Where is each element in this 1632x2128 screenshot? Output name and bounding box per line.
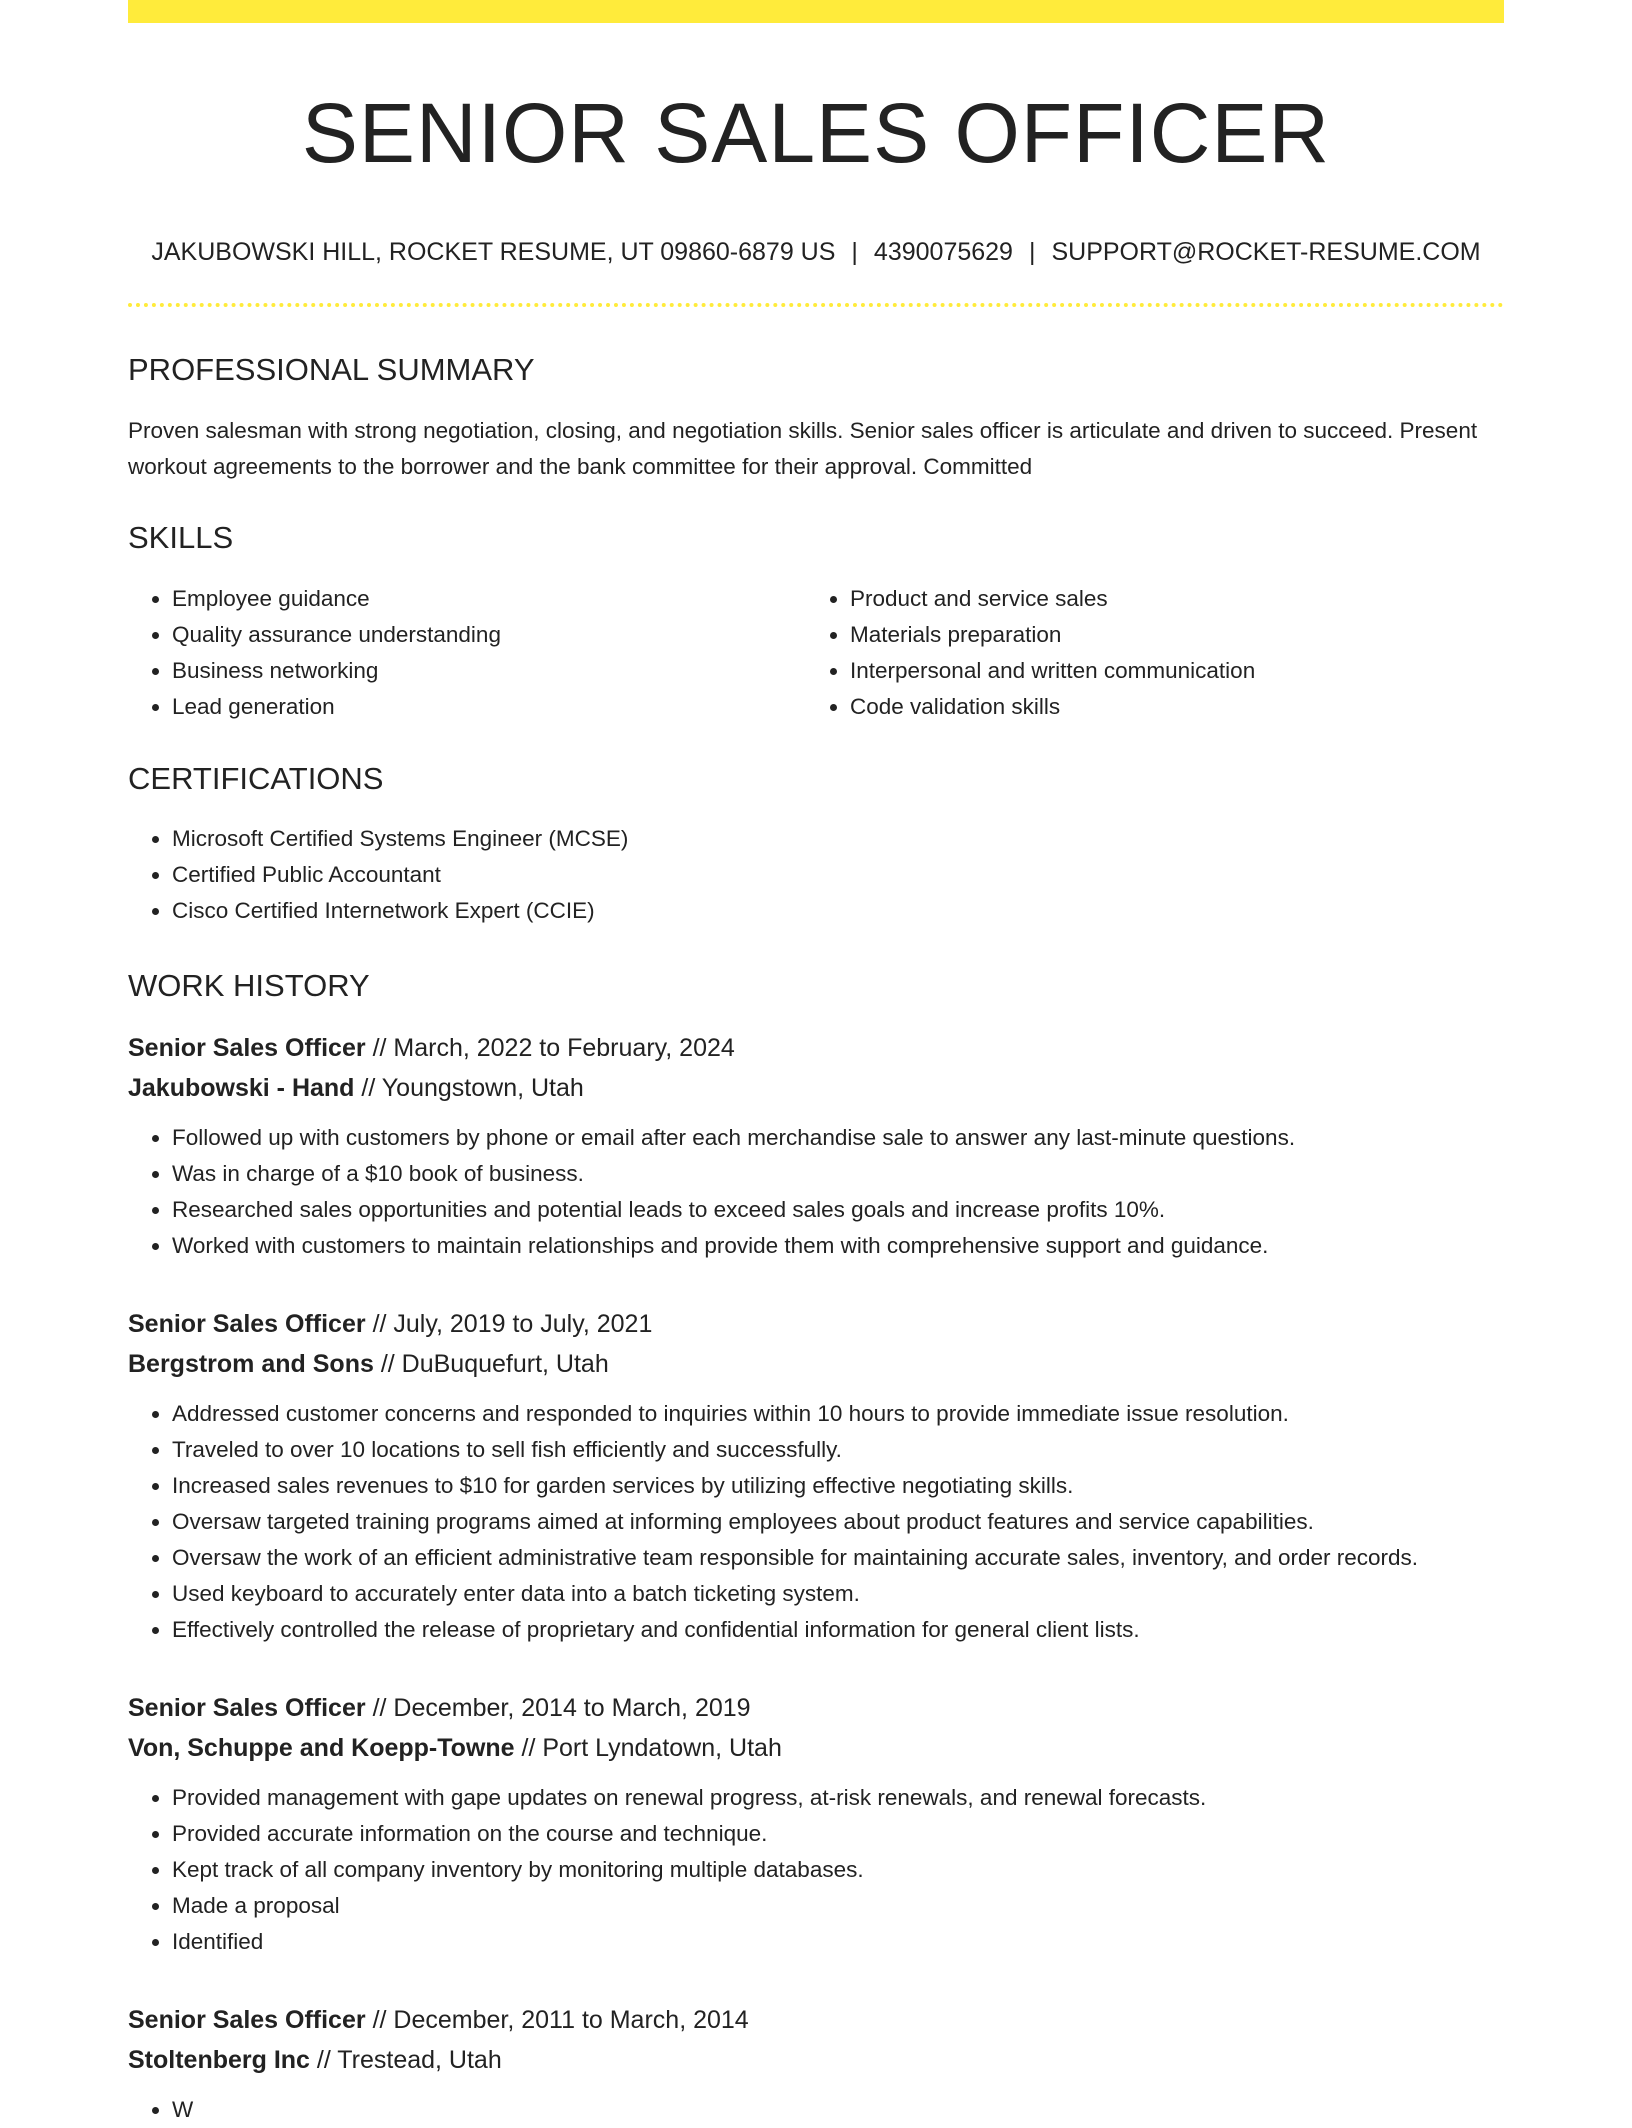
certifications-list xyxy=(128,821,1504,929)
job-bullets xyxy=(128,1780,1504,1960)
job-bullet: • Oversaw targeted training programs aimed at informing employees about product features and service capabilities. xyxy=(172,1504,1504,1540)
summary-heading: PROFESSIONAL SUMMARY xyxy=(128,351,535,387)
job-location: // Youngstown, Utah xyxy=(361,1073,584,1102)
job-bullet: • Addressed customer concerns and responded to inquiries within 10 hours to provide immediate issue resolution. xyxy=(172,1396,1504,1432)
job-company: Bergstrom and Sons xyxy=(128,1349,374,1378)
job-title-line xyxy=(128,1690,1504,1726)
job-title-line xyxy=(128,1030,1504,1066)
job-entry xyxy=(128,1030,1504,1264)
job-bullet: • Worked with customers to maintain relationships and provide them with comprehensive support and guidance. xyxy=(172,1228,1504,1264)
job-bullet: • Provided management with gape updates on renewal progress, at-risk renewals, and renewal forecasts. xyxy=(172,1780,1504,1816)
job-dates: // December, 2011 to March, 2014 xyxy=(372,2005,749,2034)
skill-item: • Materials preparation xyxy=(850,617,1484,653)
job-bullets xyxy=(128,1120,1504,1264)
contact-email: SUPPORT@ROCKET-RESUME.COM xyxy=(1051,237,1481,266)
job-dates: // March, 2022 to February, 2024 xyxy=(372,1033,735,1062)
job-company-line xyxy=(128,2042,1504,2078)
job-dates: // July, 2019 to July, 2021 xyxy=(372,1309,653,1338)
summary-text: Proven salesman with strong negotiation, closing, and negotiation skills. Senior sales officer is articulate and driven to succeed. Present workout agreements to the borrower and the bank committee for their approval. Committed xyxy=(128,417,1478,479)
job-bullet: • Effectively controlled the release of proprietary and confidential information for general client lists. xyxy=(172,1612,1504,1648)
job-bullet: • Was in charge of a $10 book of business. xyxy=(172,1156,1504,1192)
contact-phone: 4390075629 xyxy=(873,237,1013,266)
certification-item: • Cisco Certified Internetwork Expert (CCIE) xyxy=(172,893,1504,929)
job-location: // DuBuquefurt, Utah xyxy=(380,1349,609,1378)
job-bullet: • Made a proposal xyxy=(172,1888,1504,1924)
job-bullets xyxy=(128,1396,1504,1648)
contact-separator: | xyxy=(851,237,858,266)
job-bullet: • Kept track of all company inventory by monitoring multiple databases. xyxy=(172,1852,1504,1888)
contact-line xyxy=(128,237,1504,267)
job-role: Senior Sales Officer xyxy=(128,1693,366,1722)
skills-grid xyxy=(128,581,1504,725)
job-location: // Port Lyndatown, Utah xyxy=(521,1733,782,1762)
job-bullet: • Researched sales opportunities and potential leads to exceed sales goals and increase profits 10%. xyxy=(172,1192,1504,1228)
contact-separator: | xyxy=(1028,237,1036,266)
accent-top-bar xyxy=(128,0,1504,23)
job-title-line xyxy=(128,1306,1504,1342)
job-company: Jakubowski - Hand xyxy=(128,1073,355,1102)
job-title-line xyxy=(128,2002,1504,2038)
job-bullet: • W xyxy=(172,2092,1504,2128)
job-dates: // December, 2014 to March, 2019 xyxy=(372,1693,751,1722)
skill-item: • Code validation skills xyxy=(850,689,1484,725)
job-bullet: • Followed up with customers by phone or email after each merchandise sale to answer any last-minute questions. xyxy=(172,1120,1504,1156)
job-bullet: • Identified xyxy=(172,1924,1504,1960)
dotted-divider xyxy=(128,303,1504,307)
job-location: // Trestead, Utah xyxy=(316,2045,502,2074)
skills-right-list xyxy=(806,581,1484,725)
job-company: Stoltenberg Inc xyxy=(128,2045,310,2074)
job-bullet: • Used keyboard to accurately enter data into a batch ticketing system. xyxy=(172,1576,1504,1612)
job-company-line xyxy=(128,1070,1504,1106)
job-entry xyxy=(128,2002,1504,2128)
skill-item: • Quality assurance understanding xyxy=(172,617,806,653)
certification-item: • Microsoft Certified Systems Engineer (MCSE) xyxy=(172,821,1504,857)
job-entry xyxy=(128,1690,1504,1960)
skill-item: • Employee guidance xyxy=(172,581,806,617)
job-company-line xyxy=(128,1730,1504,1766)
job-company: Von, Schuppe and Koepp-Towne xyxy=(128,1733,515,1762)
skill-item: • Product and service sales xyxy=(850,581,1484,617)
job-company-line xyxy=(128,1346,1504,1382)
resume-page xyxy=(128,0,1504,2128)
certifications-heading: CERTIFICATIONS xyxy=(128,761,384,797)
skills-left-list xyxy=(128,581,806,725)
job-bullet: • Increased sales revenues to $10 for garden services by utilizing effective negotiating skills. xyxy=(172,1468,1504,1504)
job-role: Senior Sales Officer xyxy=(128,1309,366,1338)
skill-item: • Lead generation xyxy=(172,689,806,725)
contact-address: JAKUBOWSKI HILL, ROCKET RESUME, UT 09860-6879 US xyxy=(151,237,836,266)
skill-item: • Business networking xyxy=(172,653,806,689)
skill-item: • Interpersonal and written communication xyxy=(850,653,1484,689)
job-role: Senior Sales Officer xyxy=(128,1033,366,1062)
job-role: Senior Sales Officer xyxy=(128,2005,366,2034)
certification-item: • Certified Public Accountant xyxy=(172,857,1504,893)
job-bullet: • Oversaw the work of an efficient administrative team responsible for maintaining accurate sales, inventory, and order records. xyxy=(172,1540,1504,1576)
job-bullets xyxy=(128,2092,1504,2128)
job-bullet: • Provided accurate information on the course and technique. xyxy=(172,1816,1504,1852)
job-bullet: • Traveled to over 10 locations to sell fish efficiently and successfully. xyxy=(172,1432,1504,1468)
work-history-heading: WORK HISTORY xyxy=(128,968,370,1004)
resume-name: SENIOR SALES OFFICER xyxy=(301,86,1331,180)
job-entry xyxy=(128,1306,1504,1648)
skills-heading: SKILLS xyxy=(128,519,234,555)
